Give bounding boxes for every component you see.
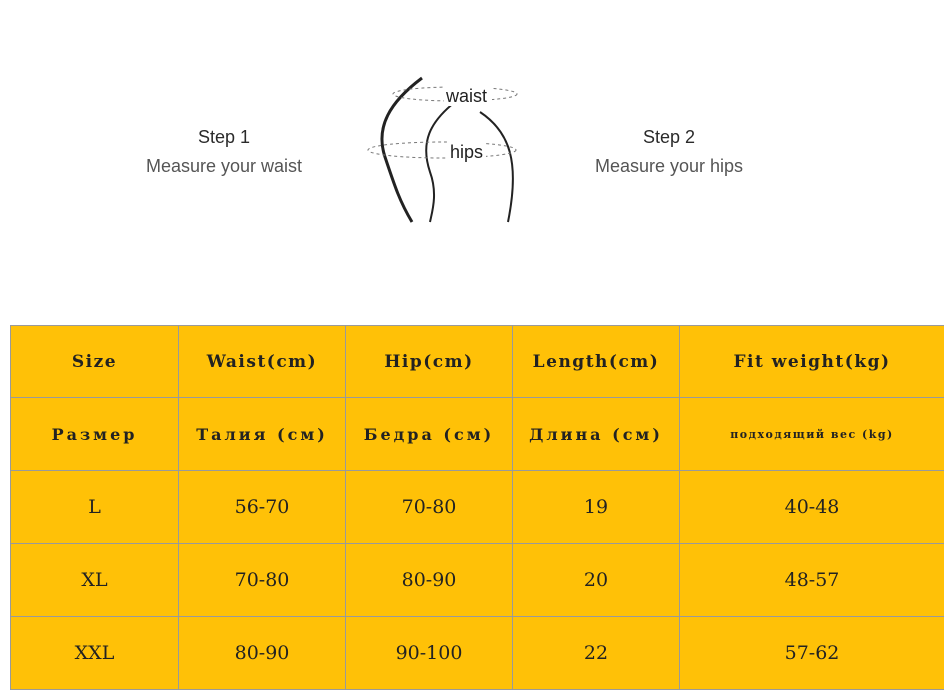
header-size: Size [11,326,179,398]
cell-hip: 90-100 [346,617,513,690]
step-2 [574,127,764,177]
cell-length: 22 [513,617,680,690]
cell-size: L [11,471,179,544]
header-fit-weight-ru: подходящий вес (kg) [680,398,944,471]
header-waist: Waist(cm) [179,326,346,398]
step-1-description: Measure your waist [145,156,303,176]
header-size-ru: Размер [11,398,179,471]
cell-waist: 70-80 [179,544,346,617]
cell-hip: 80-90 [346,544,513,617]
table-row [11,471,944,544]
body-measurement-illustration [360,72,540,232]
size-chart-table [10,325,944,690]
header-fit-weight: Fit weight(kg) [680,326,944,398]
step-1 [124,127,324,177]
table-header-row-russian [11,398,944,471]
header-waist-ru: Талия (см) [179,398,346,471]
cell-waist: 56-70 [179,471,346,544]
cell-waist: 80-90 [179,617,346,690]
hips-measure-line [368,142,516,158]
header-hip-ru: Бедра (см) [346,398,513,471]
table-header-row [11,326,944,398]
cell-fit-weight: 57-62 [680,617,944,690]
body-outline-left [382,78,422,222]
cell-length: 20 [513,544,680,617]
cell-length: 19 [513,471,680,544]
cell-size: XXL [11,617,179,690]
header-hip: Hip(cm) [346,326,513,398]
header-length-ru: Длина (см) [513,398,680,471]
table-row [11,617,944,690]
step-1-title: Step 1 [197,127,251,147]
step-2-description: Measure your hips [594,156,744,176]
header-length: Length(cm) [513,326,680,398]
step-2-title: Step 2 [642,127,696,147]
cell-fit-weight: 40-48 [680,471,944,544]
table-row [11,544,944,617]
body-outline-right [480,112,513,222]
waist-label: waist [446,86,488,106]
cell-size: XL [11,544,179,617]
cell-fit-weight: 48-57 [680,544,944,617]
cell-hip: 70-80 [346,471,513,544]
hips-label: hips [450,142,484,162]
